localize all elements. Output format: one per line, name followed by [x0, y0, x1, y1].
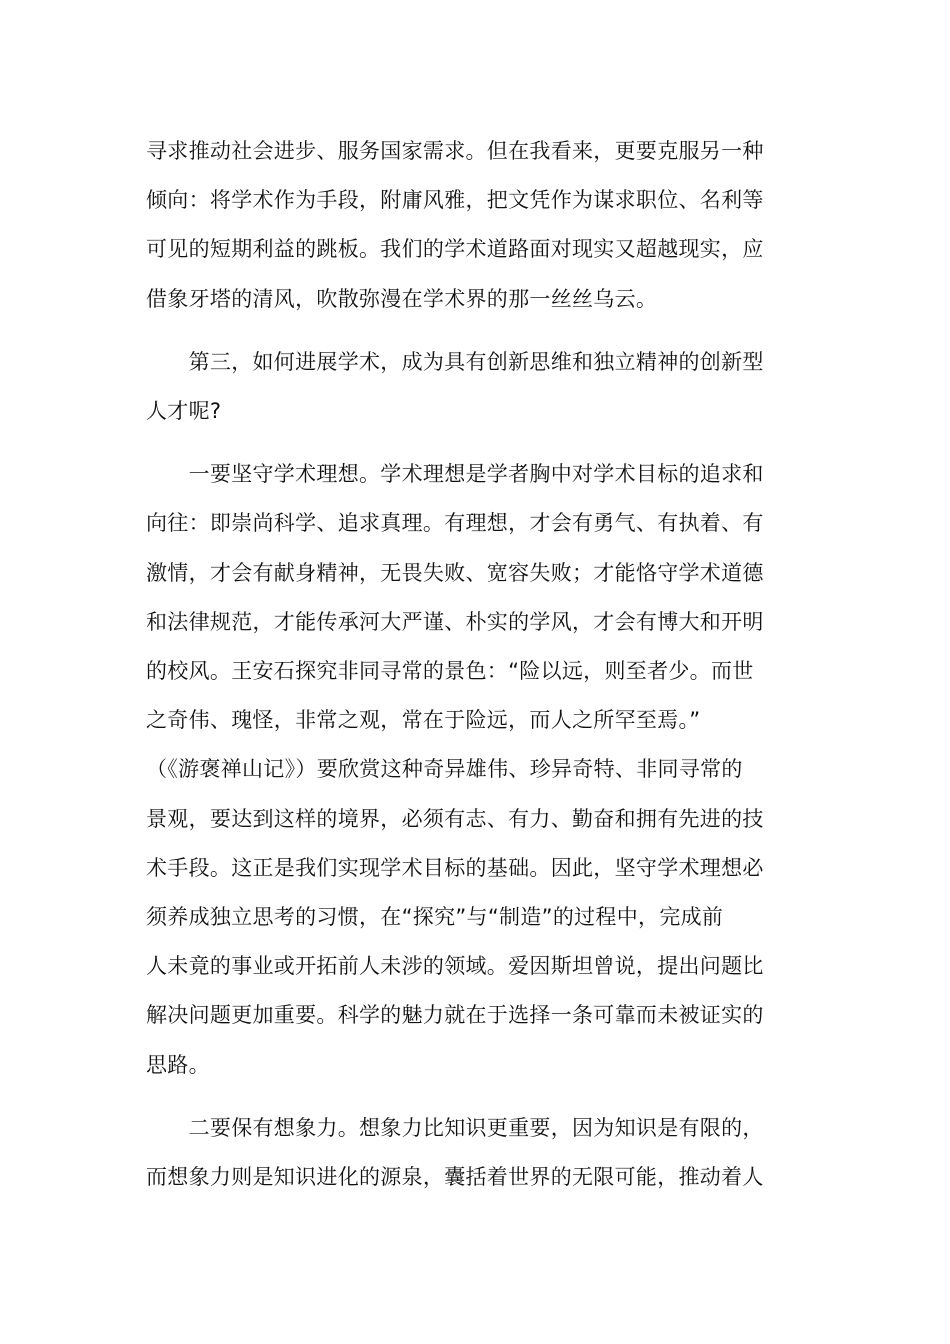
text-line: 激情，才会有献身精神，无畏失败、宽容失败；才能恪守学术道德	[146, 560, 764, 585]
paragraph-1	[146, 127, 794, 324]
text-line: 人未竟的事业或开拓前人未涉的领域。爱因斯坦曾说，提出问题比	[146, 954, 764, 979]
paragraph-gap	[146, 324, 794, 338]
text-line: 人才呢?	[146, 399, 222, 424]
text-line: 借象牙塔的清风，吹散弥漫在学术界的那一丝丝乌云。	[146, 286, 658, 311]
text-line: （《游褒禅山记》）要欣赏这种奇异雄伟、珍异奇特、非同寻常的	[146, 757, 743, 782]
text-line: 之奇伟、瑰怪，非常之观，常在于险远，而人之所罕至焉。”	[146, 708, 701, 733]
text-line: 倾向：将学术作为手段，附庸风雅，把文凭作为谋求职位、名利等	[146, 188, 764, 213]
text-line: 术手段。这正是我们实现学术目标的基础。因此，坚守学术理想必	[146, 855, 764, 880]
text-line: 景观，要达到这样的境界，必须有志、有力、勤奋和拥有先进的技	[146, 806, 764, 831]
text-line: 第三，如何进展学术，成为具有创新思维和独立精神的创新型	[146, 349, 764, 374]
paragraph-3	[146, 450, 794, 1090]
document-body	[146, 127, 794, 1202]
text-line: 而想象力则是知识进化的源泉，囊括着世界的无限可能，推动着人	[146, 1165, 764, 1190]
text-line: 二要保有想象力。想象力比知识更重要，因为知识是有限的，	[146, 1115, 764, 1140]
text-line: 解决问题更加重要。科学的魅力就在于选择一条可靠而未被证实的	[146, 1003, 764, 1028]
text-line: 向往：即崇尚科学、追求真理。有理想，才会有勇气、有执着、有	[146, 511, 764, 536]
text-line: 的校风。王安石探究非同寻常的景色：“险以远，则至者少。而世	[146, 659, 754, 684]
text-line: 一要坚守学术理想。学术理想是学者胸中对学术目标的追求和	[146, 462, 764, 487]
paragraph-gap	[146, 1090, 794, 1104]
paragraph-gap	[146, 436, 794, 450]
text-line: 可见的短期利益的跳板。我们的学术道路面对现实又超越现实，应	[146, 237, 764, 262]
text-line: 寻求推动社会进步、服务国家需求。但在我看来，更要克服另一种	[146, 139, 764, 163]
paragraph-4	[146, 1104, 794, 1202]
text-line: 和法律规范，才能传承河大严谨、朴实的学风，才会有博大和开明	[146, 609, 764, 634]
paragraph-2	[146, 338, 794, 436]
text-line: 思路。	[146, 1052, 210, 1077]
text-line: 须养成独立思考的习惯，在“探究”与“制造”的过程中，完成前	[146, 905, 724, 930]
